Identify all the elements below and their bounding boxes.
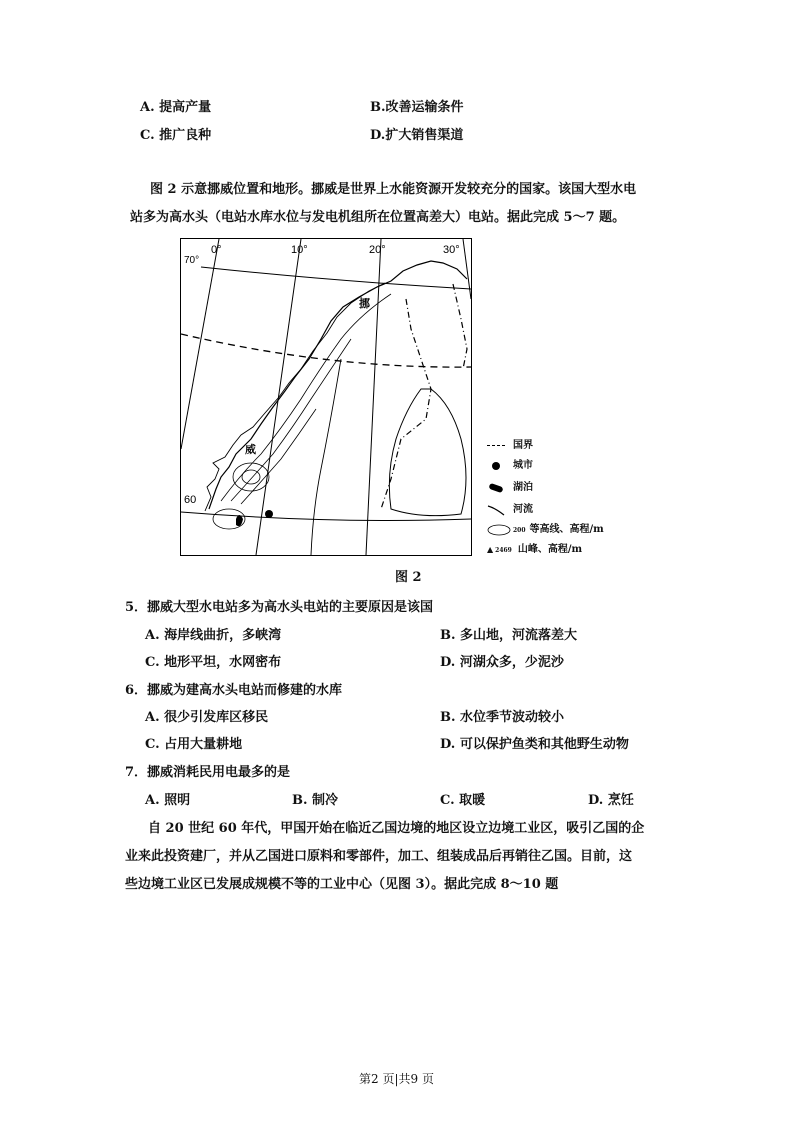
border-norway-sweden	[381, 299, 431, 509]
question-7-option-b: B. 制冷	[292, 793, 339, 808]
lon-label-20: 20°	[369, 244, 386, 256]
parallel-70	[201, 267, 471, 289]
lat-label-60: 60	[184, 494, 197, 506]
border-line-icon	[487, 445, 505, 446]
map-svg	[181, 239, 471, 555]
norway-map	[180, 238, 472, 556]
legend-item-contour: 200 等高线、高程/m	[487, 520, 604, 536]
contour-2	[231, 339, 351, 501]
option-b-prev: B.改善运输条件	[370, 100, 464, 115]
contour-icon	[487, 524, 511, 536]
option-a-prev: A. 提高产量	[140, 100, 212, 115]
contour-3	[241, 409, 316, 504]
question-6-option-b: B. 水位季节波动较小	[440, 710, 565, 725]
page-number: 第2 页|共9 页	[359, 1072, 434, 1086]
intro-line-1: 图 2 示意挪威位置和地形。挪威是世界上水能资源开发较充分的国家。该国大型水电	[150, 182, 637, 197]
river-icon	[487, 504, 505, 516]
intro-line-2: 站多为高水头（电站水库水位与发电机组所在位置高差大）电站。据此完成 5～7 题。	[130, 210, 626, 225]
legend-item-peak: ▲ 2469 山峰、高程/m	[487, 544, 583, 555]
coastline	[209, 261, 467, 509]
question-6-option-d: D. 可以保护鱼类和其他野生动物	[440, 737, 629, 752]
city-dot-icon	[492, 462, 500, 470]
passage-line-3: 些边境工业区已发展成规模不等的工业中心（见图 3）。据此完成 8～10 题	[125, 877, 559, 892]
question-6-stem: 6．挪威为建高水头电站而修建的水库	[125, 683, 343, 698]
peak-icon: ▲	[487, 544, 494, 554]
question-6-option-a: A. 很少引发库区移民	[145, 710, 269, 725]
legend-item-lake: 湖泊	[487, 478, 533, 493]
lon-label-10: 10°	[291, 244, 308, 256]
gulf-of-bothnia	[389, 389, 466, 516]
place-label-nuo: 挪	[359, 297, 370, 310]
passage-line-1: 自 20 世纪 60 年代，甲国开始在临近乙国边境的地区设立边境工业区，吸引乙国的企	[148, 821, 645, 836]
legend-item-river: 河流	[487, 500, 533, 516]
question-5-option-b: B. 多山地，河流落差大	[440, 628, 578, 643]
river	[311, 359, 341, 555]
city-dot	[265, 510, 273, 518]
question-5-option-d: D. 河湖众多，少泥沙	[440, 655, 564, 670]
place-label-wei: 威	[245, 443, 256, 456]
lon-label-30: 30°	[443, 244, 460, 256]
question-7-option-a: A. 照明	[145, 793, 191, 808]
lat-label-70: 70°	[184, 255, 200, 266]
question-5-option-a: A. 海岸线曲折，多峡湾	[145, 628, 282, 643]
option-d-prev: D.扩大销售渠道	[370, 128, 464, 143]
meridian-30	[463, 239, 471, 299]
lake-icon	[488, 482, 503, 492]
question-7-option-d: D. 烹饪	[588, 793, 634, 808]
question-6-option-c: C. 占用大量耕地	[145, 737, 243, 752]
question-5-stem: 5．挪威大型水电站多为高水头电站的主要原因是该国	[125, 600, 434, 615]
figure-caption: 图 2	[395, 570, 422, 585]
option-c-prev: C. 推广良种	[140, 128, 212, 143]
contour-1	[221, 294, 391, 501]
contour-ring-2	[242, 470, 260, 484]
legend-item-border: 国界	[487, 436, 533, 451]
question-7-stem: 7．挪威消耗民用电最多的是	[125, 765, 291, 780]
coastline-fjords	[205, 283, 385, 511]
legend-item-city: 城市	[487, 456, 533, 471]
passage-line-2: 业来此投资建厂，并从乙国进口原料和零部件，加工、组装成品后再销往乙国。目前，这	[125, 849, 633, 864]
arctic-circle	[181, 334, 471, 367]
question-5-option-c: C. 地形平坦，水网密布	[145, 655, 282, 670]
meridian-0	[181, 239, 219, 449]
parallel-60	[181, 512, 471, 520]
contour-ring-1	[233, 463, 269, 491]
question-7-option-c: C. 取暖	[440, 793, 486, 808]
border-finland	[453, 284, 467, 369]
lon-label-0: 0°	[211, 244, 222, 256]
